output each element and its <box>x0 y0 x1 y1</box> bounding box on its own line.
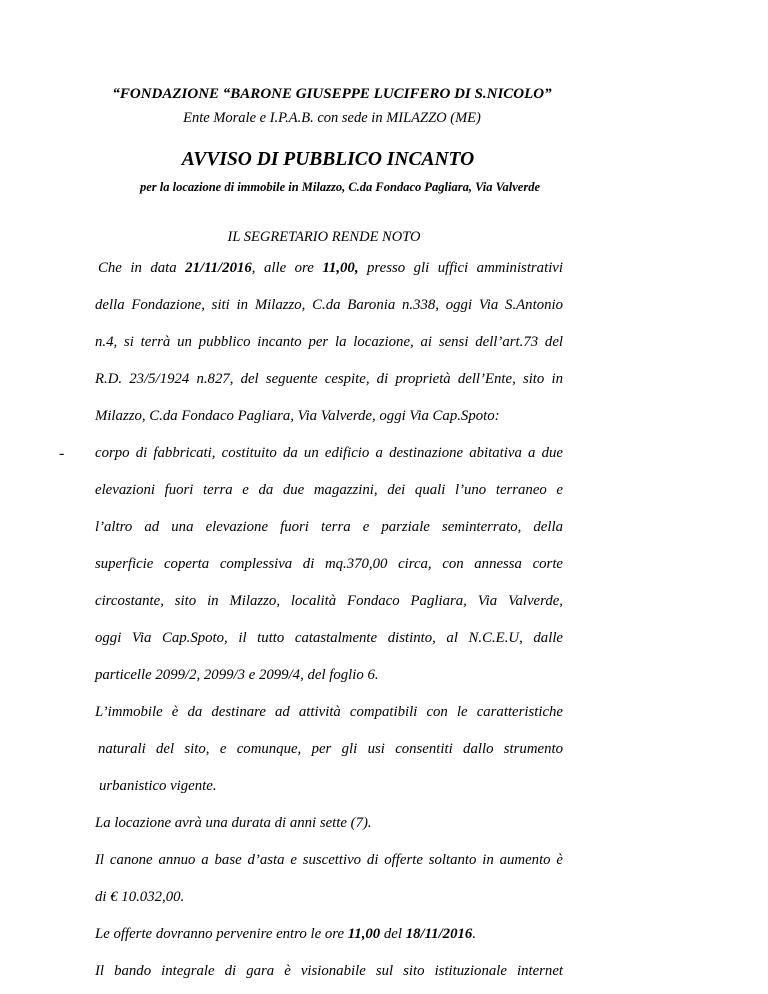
list-item-line: elevazioni fuori terra e da due magazzini, dei quali l’uno terraneo e <box>95 482 563 498</box>
paragraph-line: Il canone annuo a base d’asta e suscettivo di offerte soltanto in aumento è <box>95 852 563 868</box>
paragraph-line: della Fondazione, siti in Milazzo, C.da Baronia n.338, oggi Via S.Antonio <box>95 297 563 313</box>
base-price: di € 10.032,00. <box>95 889 185 905</box>
paragraph-line: Che in data 21/11/2016, alle ore 11,00, presso gli uffici amministrativi <box>98 260 563 276</box>
paragraph-line: Il bando integrale di gara è visionabile sul sito istituzionale internet <box>95 963 563 979</box>
paragraph-line: Milazzo, C.da Fondaco Pagliara, Via Valverde, oggi Via Cap.Spoto: <box>95 408 500 424</box>
notice-subtitle: per la locazione di immobile in Milazzo, C.da Fondaco Pagliara, Via Valverde <box>139 180 541 194</box>
list-item-line: particelle 2099/2, 2099/3 e 2099/4, del foglio 6. <box>95 667 379 683</box>
entity-description: Ente Morale e I.P.A.B. con sede in MILAZZO (ME) <box>183 110 481 126</box>
list-item-line: oggi Via Cap.Spoto, il tutto catastalmente distinto, al N.C.E.U, dalle <box>95 630 563 646</box>
paragraph-line: La locazione avrà una durata di anni sette (7). <box>95 815 372 831</box>
list-item-line: l’altro ad una elevazione fuori terra e parziale seminterrato, della <box>95 519 563 535</box>
paragraph-line: naturali del sito, e comunque, per gli usi consentiti dallo strumento <box>98 741 563 757</box>
paragraph-line: R.D. 23/5/1924 n.827, del seguente cespite, di proprietà dell’Ente, sito in <box>95 371 563 387</box>
paragraph-line: n.4, si terrà un pubblico incanto per la locazione, ai sensi dell’art.73 del <box>95 334 563 350</box>
auction-date: 21/11/2016 <box>185 260 252 276</box>
deadline-time: 11,00 <box>347 926 381 942</box>
list-item-line: circostante, sito in Milazzo, località Fondaco Pagliara, Via Valverde, <box>95 593 563 609</box>
list-bullet: - <box>59 445 65 462</box>
paragraph-line: Le offerte dovranno pervenire entro le ore 11,00 del 18/11/2016. <box>95 926 476 942</box>
auction-time: 11,00, <box>322 260 359 276</box>
foundation-name: “FONDAZIONE “BARONE GIUSEPPE LUCIFERO DI S.NICOLO” <box>112 86 552 102</box>
list-item-line: superficie coperta complessiva di mq.370,00 circa, con annessa corte <box>95 556 563 572</box>
deadline-date: 18/11/2016 <box>405 926 473 942</box>
notice-title: AVVISO DI PUBBLICO INCANTO <box>181 149 475 170</box>
paragraph-line: urbanistico vigente. <box>99 778 217 794</box>
announcer-line: IL SEGRETARIO RENDE NOTO <box>227 229 421 245</box>
list-item-line: corpo di fabbricati, costituito da un edificio a destinazione abitativa a due <box>95 445 563 461</box>
paragraph-line: L’immobile è da destinare ad attività compatibili con le caratteristiche <box>95 704 563 720</box>
